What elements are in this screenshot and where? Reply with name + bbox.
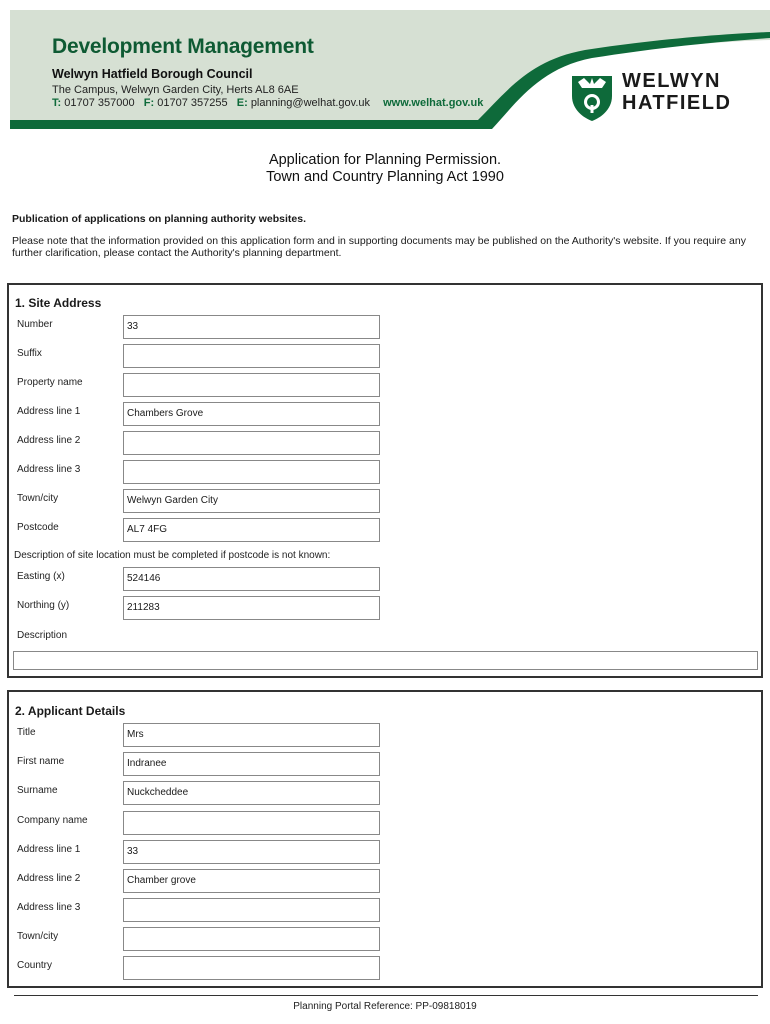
- field-label: Address line 2: [17, 873, 81, 884]
- field-label: Description: [17, 630, 68, 641]
- tel-number: 01707 357000: [64, 97, 135, 109]
- applicant-country-input[interactable]: [123, 956, 380, 980]
- site-postcode-input[interactable]: AL7 4FG: [123, 518, 380, 542]
- field-label: Suffix: [17, 348, 42, 359]
- site-number-input[interactable]: 33: [123, 315, 380, 339]
- site-town-input[interactable]: Welwyn Garden City: [123, 489, 380, 513]
- field-label: First name: [17, 756, 65, 767]
- site-suffix-input[interactable]: [123, 344, 380, 368]
- field-label: Town/city: [17, 931, 59, 942]
- contact-line: [52, 97, 483, 109]
- fax-number: 01707 357255: [157, 97, 228, 109]
- field-label: Number: [17, 319, 53, 330]
- email-address: planning@welhat.gov.uk: [250, 97, 371, 109]
- field-label: Address line 1: [17, 406, 81, 417]
- field-label: Address line 3: [17, 464, 81, 475]
- applicant-address-line-1-input[interactable]: 33: [123, 840, 380, 864]
- applicant-company-input[interactable]: [123, 811, 380, 835]
- easting-input[interactable]: 524146: [123, 567, 380, 591]
- fax-key: F:: [143, 97, 155, 109]
- northing-input[interactable]: 211283: [123, 596, 380, 620]
- site-property-name-input[interactable]: [123, 373, 380, 397]
- council-crest-icon: [570, 72, 614, 122]
- field-label: Postcode: [17, 522, 59, 533]
- applicant-title-input[interactable]: Mrs: [123, 723, 380, 747]
- site-address-line-3-input[interactable]: [123, 460, 380, 484]
- field-label: Town/city: [17, 493, 59, 504]
- form-title-line-1: Application for Planning Permission.: [268, 152, 502, 168]
- letterhead-banner: [10, 10, 770, 130]
- applicant-address-line-3-input[interactable]: [123, 898, 380, 922]
- field-label: Surname: [17, 785, 58, 796]
- section-title: 1. Site Address: [15, 296, 102, 310]
- field-label: Country: [17, 960, 53, 971]
- publication-heading: Publication of applications on planning authority websites.: [12, 213, 307, 225]
- field-label: Title: [17, 727, 36, 738]
- field-label: Easting (x): [17, 571, 65, 582]
- site-address-line-2-input[interactable]: [123, 431, 380, 455]
- field-label: Property name: [17, 377, 83, 388]
- email-key: E:: [236, 97, 248, 109]
- site-description-input[interactable]: [13, 651, 758, 670]
- tel-key: T:: [52, 97, 62, 109]
- applicant-town-input[interactable]: [123, 927, 380, 951]
- field-label: Address line 1: [17, 844, 81, 855]
- footer-divider: [14, 995, 758, 996]
- field-label: Northing (y): [17, 600, 70, 611]
- form-title-line-2: Town and Country Planning Act 1990: [266, 169, 504, 185]
- site-address-section: [7, 283, 763, 678]
- applicant-surname-input[interactable]: Nuckcheddee: [123, 781, 380, 805]
- section-title: 2. Applicant Details: [15, 704, 126, 718]
- council-logo-wordmark: [622, 70, 731, 114]
- field-label: Address line 3: [17, 902, 81, 913]
- department-title: Development Management: [52, 35, 314, 58]
- applicant-details-section: [7, 690, 763, 988]
- form-title: [0, 152, 770, 186]
- site-address-line-1-input[interactable]: Chambers Grove: [123, 402, 380, 426]
- field-label: Address line 2: [17, 435, 81, 446]
- location-note: Description of site location must be completed if postcode is not known:: [14, 550, 331, 561]
- website-link[interactable]: www.welhat.gov.uk: [383, 97, 484, 109]
- logo-line-1: WELWYN: [622, 70, 721, 92]
- applicant-first-name-input[interactable]: Indranee: [123, 752, 380, 776]
- field-label: Company name: [17, 815, 88, 826]
- council-address: The Campus, Welwyn Garden City, Herts AL8 6AE: [52, 84, 299, 96]
- applicant-address-line-2-input[interactable]: Chamber grove: [123, 869, 380, 893]
- council-name: Welwyn Hatfield Borough Council: [52, 67, 253, 81]
- portal-reference: Planning Portal Reference: PP-09818019: [293, 1001, 477, 1012]
- logo-line-2: HATFIELD: [622, 92, 732, 114]
- publication-notice: Please note that the information provided on this application form and in supporting documents may be published on the Authority's website. If you require any further clarification, please contact the Authority's planning department.: [12, 235, 746, 259]
